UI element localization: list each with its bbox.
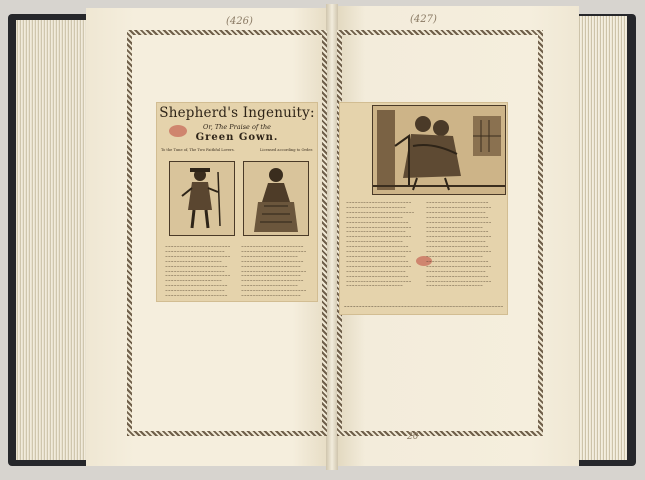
verse-column-right: ~~~~~~~~~~~~~~~~~~~~~~ ~~~~~~~~~~~~~~~~~~~~~~~ ~~~~~~~~~~~~~~~~~~~~ ~~~~~~~~~~~~~~~~~~~~~~ ~~~~~~~~~~~~~~~~~~~~~ ~~~~~~~~~~~~~~~~~~~~~~~ ~~~~~~~~~~~~~~~~~~~~~ ~~~~~~~~~~~~~~~~~~~~~~ ~~~~~~~~~~~~~~~~~~~~ ~~~~~~~~~~~~~~~~~~~~~~~ ~~~~~~~~~~~~~~~~~~~~~ — [241, 245, 307, 299]
right-page-edges — [575, 16, 627, 460]
shepherdess-figure-icon — [244, 162, 308, 235]
woodcut-shepherd — [169, 161, 235, 236]
tune-right: Licensed according to Order. — [260, 148, 313, 152]
ballad-subtitle: Or, The Praise of the — [202, 123, 271, 131]
shepherd-figure-icon — [170, 162, 234, 235]
couple-scene-icon — [373, 106, 505, 194]
ballad-sheet-right — [340, 103, 507, 314]
woodcut-shepherdess — [243, 161, 309, 236]
tune-left: To the Tune of, The Two Faithful Lovers. — [161, 148, 235, 152]
ballad-sheet-left — [157, 103, 317, 301]
right-page-number: (427) — [410, 14, 437, 25]
ballad-title: Shepherd's Ingenuity: — [159, 105, 315, 121]
imprint-line: ~~~~~~~~~~~~~~~~~~~~~~~~~~~~~~~~~~~~~~~~~~~~~~~~~~~~~ — [343, 305, 504, 309]
right-page-footer-mark: 20 — [407, 432, 419, 442]
left-page-edges — [16, 20, 92, 460]
left-page-number: (426) — [226, 16, 253, 27]
tune-line — [161, 148, 313, 152]
verse-column-left: ~~~~~~~~~~~~~~~~~~~~~~~ ~~~~~~~~~~~~~~~~~~~~~ ~~~~~~~~~~~~~~~~~~~~~~~ ~~~~~~~~~~~~~~~~~~~~ ~~~~~~~~~~~~~~~~~~~~~~ ~~~~~~~~~~~~~~~~~~~~~ ~~~~~~~~~~~~~~~~~~~~~~~ ~~~~~~~~~~~~~~~~~~~~ ~~~~~~~~~~~~~~~~~~~~~~ ~~~~~~~~~~~~~~~~~~~~~ ~~~~~~~~~~~~~~~~~~~~~~ — [165, 245, 231, 299]
verse-column-right-right-sheet: ~~~~~~~~~~~~~~~~~~~~~~ ~~~~~~~~~~~~~~~~~~~~~~~ ~~~~~~~~~~~~~~~~~~~~~ ~~~~~~~~~~~~~~~~~~~~~~ ~~~~~~~~~~~~~~~~~~~~~~~ ~~~~~~~~~~~~~~~~~~~~ ~~~~~~~~~~~~~~~~~~~~~~ ~~~~~~~~~~~~~~~~~~~~~~~ ~~~~~~~~~~~~~~~~~~~~~ ~~~~~~~~~~~~~~~~~~~~~~ ~~~~~~~~~~~~~~~~~~~~~~~ ~~~~~~~~~~~~~~~~~~~~ ~~~~~~~~~~~~~~~~~~~~~~ ~~~~~~~~~~~~~~~~~~~~~~~ ~~~~~~~~~~~~~~~~~~~~~ ~~~~~~~~~~~~~~~~~~~~~~ ~~~~~~~~~~~~~~~~~~~~~~~ ~~~~~~~~~~~~~~~~~~~~ — [426, 201, 492, 289]
ballad-subtitle-2: Green Gown. — [195, 132, 279, 143]
woodcut-scene — [372, 105, 506, 195]
library-stamp — [169, 125, 187, 137]
verse-column-left-right-sheet: ~~~~~~~~~~~~~~~~~~~~~~~ ~~~~~~~~~~~~~~~~~~~~~ ~~~~~~~~~~~~~~~~~~~~~~~~ ~~~~~~~~~~~~~~~~~~~~ ~~~~~~~~~~~~~~~~~~~~~~ ~~~~~~~~~~~~~~~~~~~~~~~ ~~~~~~~~~~~~~~~~~~~~~ ~~~~~~~~~~~~~~~~~~~~~~~ ~~~~~~~~~~~~~~~~~~~~ ~~~~~~~~~~~~~~~~~~~~~~ ~~~~~~~~~~~~~~~~~~~~~~~ ~~~~~~~~~~~~~~~~~~~~~ ~~~~~~~~~~~~~~~~~~~~~~ ~~~~~~~~~~~~~~~~~~~~~~~ ~~~~~~~~~~~~~~~~~~~~~ ~~~~~~~~~~~~~~~~~~~~~~ ~~~~~~~~~~~~~~~~~~~~~~~ ~~~~~~~~~~~~~~~~~~~~ — [346, 201, 415, 289]
